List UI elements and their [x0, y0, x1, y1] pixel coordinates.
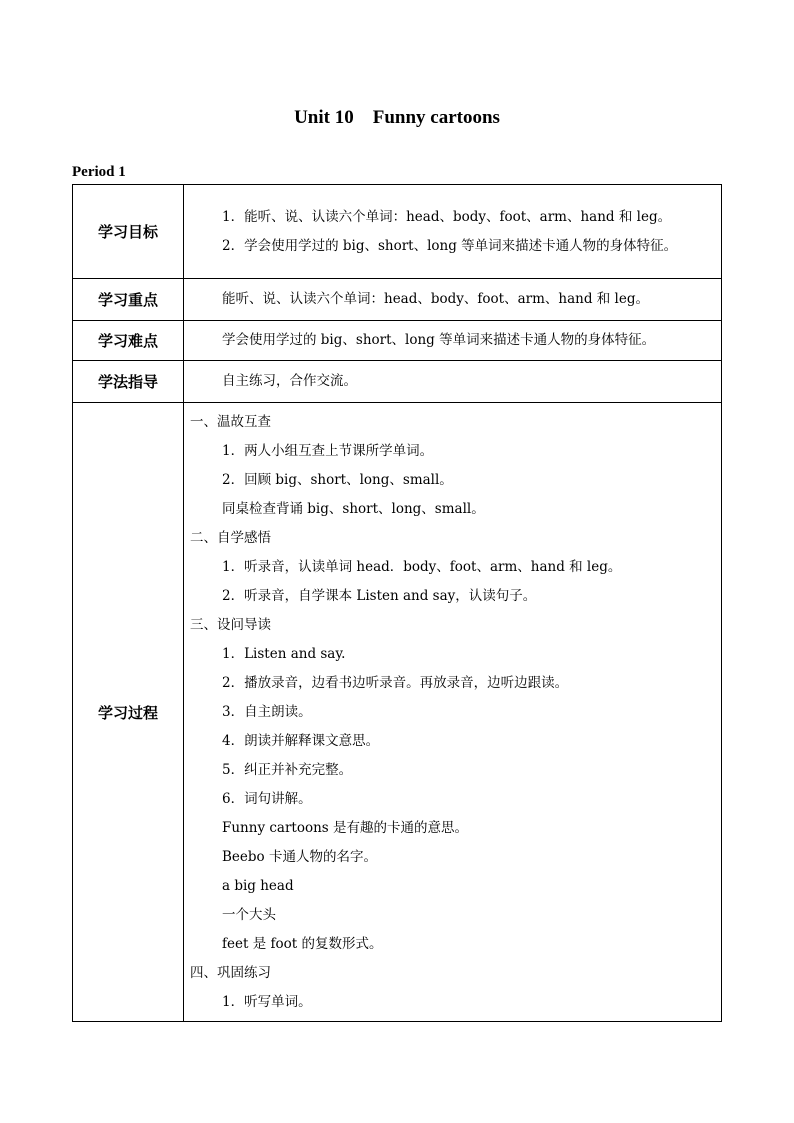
key-points-text: 能听、说、认读六个单词：head、body、foot、arm、hand 和 leg。	[222, 291, 650, 307]
content-process	[184, 403, 722, 1022]
process-line: 6．词句讲解。	[222, 791, 312, 807]
process-line: 2．回顾 big、short、long、small。	[222, 472, 453, 488]
process-line: a big head	[222, 878, 294, 894]
table-row-method	[73, 361, 722, 403]
process-line: 三、设问导读	[190, 617, 271, 633]
process-line: 四、巩固练习	[190, 965, 271, 981]
content-goals	[184, 185, 722, 279]
process-line: Beebo 卡通人物的名字。	[222, 849, 377, 865]
lesson-plan-table	[72, 184, 722, 1022]
process-line: 2．听录音，自学课本 Listen and say，认读句子。	[222, 588, 537, 604]
process-line: 2．播放录音，边看书边听录音。再放录音，边听边跟读。	[222, 675, 569, 691]
label-method: 学法指导	[73, 361, 184, 403]
content-difficulties	[184, 321, 722, 361]
goal-line-1: 1．能听、说、认读六个单词：head、body、foot、arm、hand 和 leg。	[222, 208, 672, 225]
process-line: Funny cartoons 是有趣的卡通的意思。	[222, 820, 469, 836]
label-difficulties: 学习难点	[73, 321, 184, 361]
process-line: 3．自主朗读。	[222, 704, 312, 720]
table-row-process	[73, 403, 722, 1022]
process-line: 1．听录音，认读单词 head．body、foot、arm、hand 和 leg。	[222, 559, 622, 575]
process-line: 二、自学感悟	[190, 530, 271, 546]
label-key-points: 学习重点	[73, 279, 184, 321]
document-title: Unit 10 Funny cartoons	[294, 107, 500, 128]
process-line: 4．朗读并解释课文意思。	[222, 733, 380, 749]
method-text: 自主练习，合作交流。	[222, 373, 357, 389]
process-line: 一个大头	[222, 907, 276, 923]
process-line: 1．听写单词。	[222, 994, 312, 1010]
process-line: 5．纠正并补充完整。	[222, 762, 353, 778]
goal-line-2: 2．学会使用学过的 big、short、long 等单词来描述卡通人物的身体特征。	[222, 237, 678, 254]
content-key-points	[184, 279, 722, 321]
label-process: 学习过程	[73, 403, 184, 1022]
table-row-key-points	[73, 279, 722, 321]
process-line: 1．两人小组互查上节课所学单词。	[222, 443, 434, 459]
process-line: 1．Listen and say.	[222, 646, 346, 662]
process-line: 一、温故互查	[190, 414, 271, 430]
table-row-difficulties	[73, 321, 722, 361]
period-heading: Period 1	[72, 164, 126, 180]
label-goals: 学习目标	[73, 185, 184, 279]
difficulties-text: 学会使用学过的 big、short、long 等单词来描述卡通人物的身体特征。	[222, 332, 656, 348]
content-method	[184, 361, 722, 403]
process-line: feet 是 foot 的复数形式。	[222, 936, 383, 952]
process-line: 同桌检查背诵 big、short、long、small。	[222, 501, 485, 517]
table-row-goals	[73, 185, 722, 279]
